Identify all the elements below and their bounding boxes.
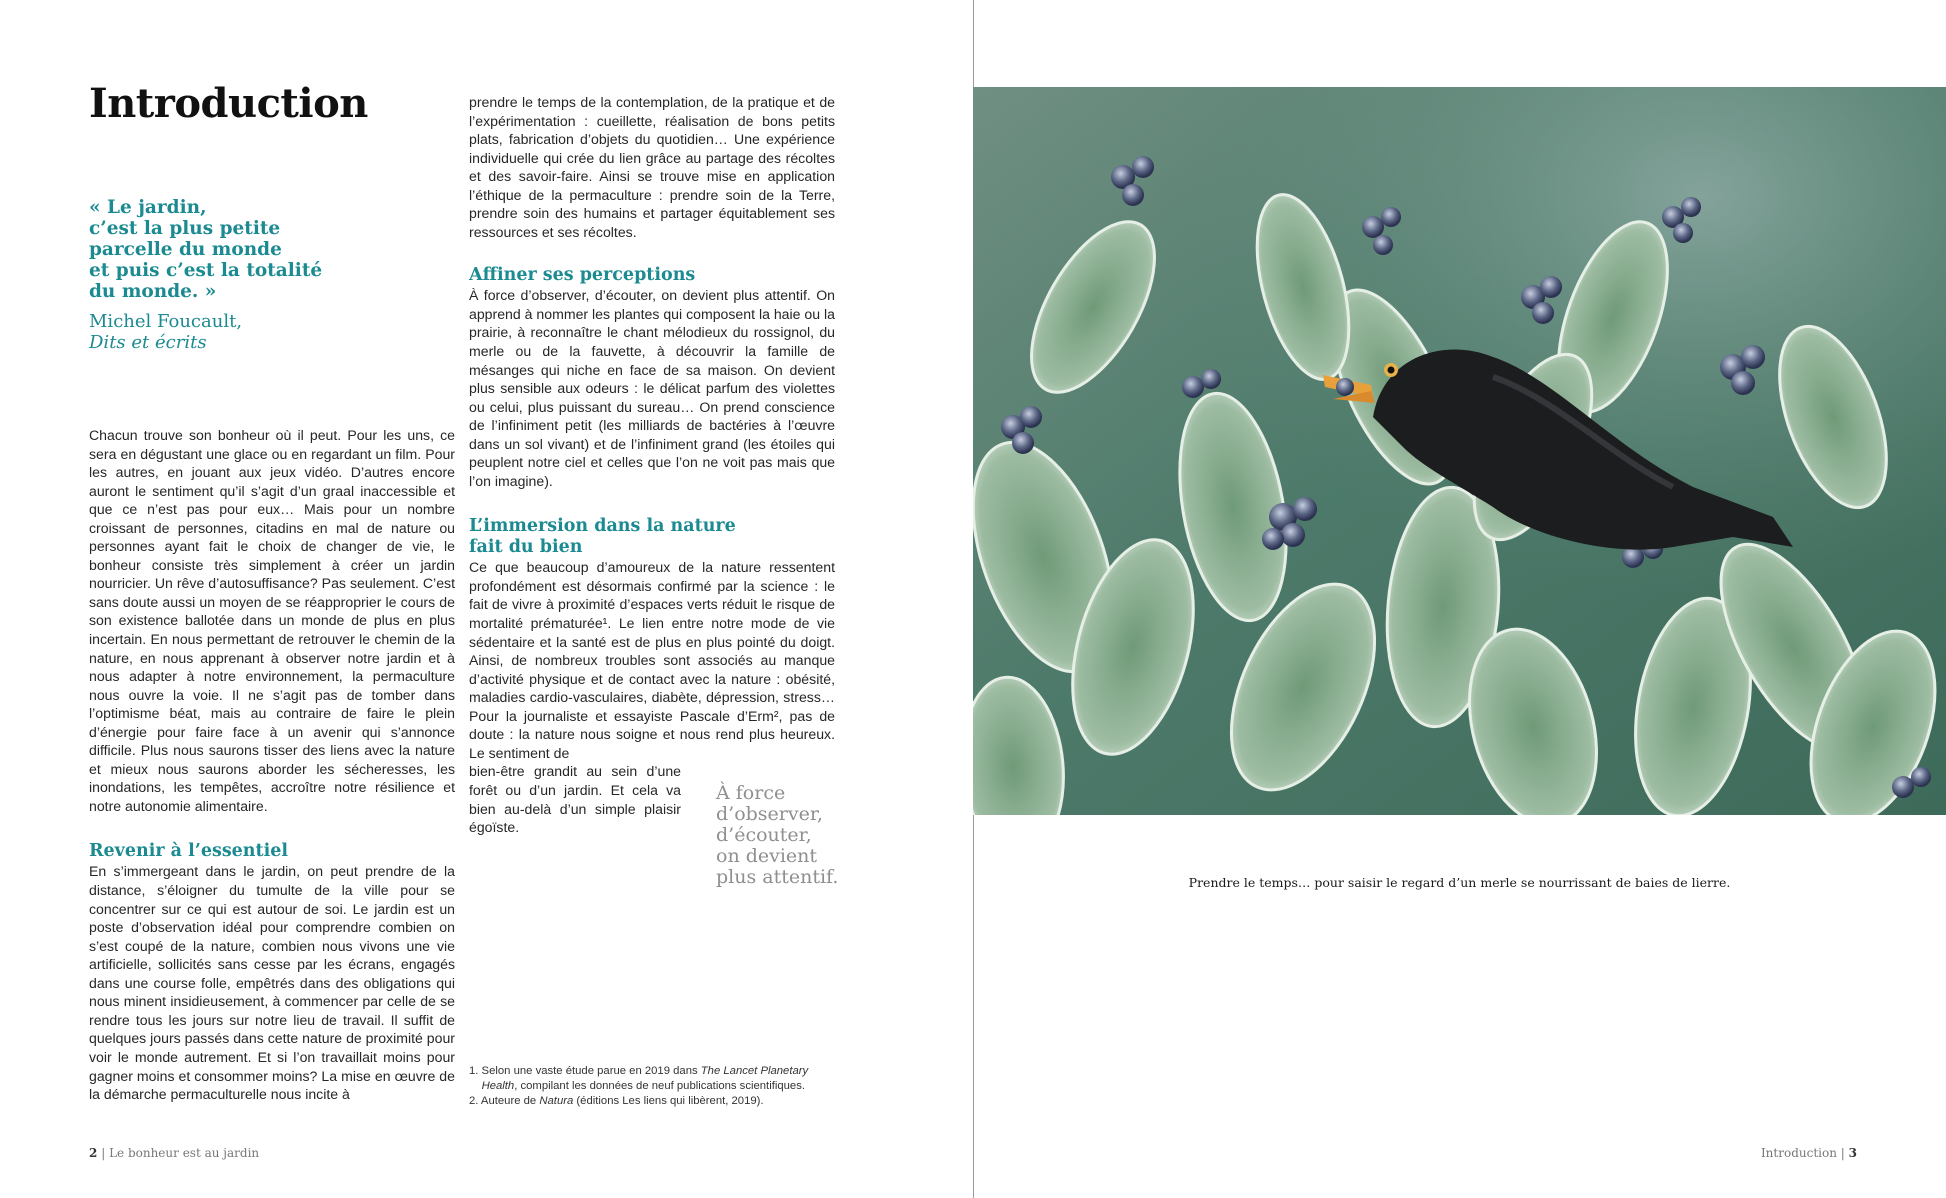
pull-quote-line: plus attentif. <box>716 866 839 888</box>
folio-left <box>89 1146 259 1160</box>
pull-quote-line: À force <box>716 782 786 804</box>
footnote-2 <box>469 1094 849 1109</box>
section-text-immersion: Ce que beaucoup d’amoureux de la nature ressentent profondément est désormais confirmé par la science : le fait de vivre à proximité d’espaces verts réduit le risque de mortalité prématurée¹. Le lien entre notre mode de vie sédentaire et la santé est de plus en plus pointé du doigt. Ainsi, de nombreux troubles sont associés au manque d’activité physique et de contact avec la nature : obésité, maladies cardio-vasculaires, diabète, dépression, stress… Pour la journaliste et essayiste Pascale d’Erm², pas de doute : la nature nous soigne et nous rend plus heureux. Le sentiment de <box>469 559 835 761</box>
footnote-cited-title: Natura <box>539 1095 574 1107</box>
footnote-1 <box>469 1064 849 1079</box>
quote-line: du monde. » <box>89 281 217 302</box>
pull-quote-line: d’écouter, <box>716 824 812 846</box>
footnote-text: 2. Auteure de <box>469 1095 540 1107</box>
folio-right <box>1761 1146 1857 1160</box>
page-title: Introduction <box>89 80 368 127</box>
section-heading-affiner: Affiner ses perceptions <box>469 265 696 286</box>
heading-line: fait du bien <box>469 537 583 558</box>
quote-line: parcelle du monde <box>89 239 282 260</box>
section-text-revenir: En s’immergeant dans le jardin, on peut prendre de la distance, s’éloigner du tumulte de la ville pour se concentrer sur ce qui est autour de soi. Le jardin est un poste d’observation idéal pour comprendre combien on s’est coupé de la nature, combien nous vivons une vie artificielle, sollicités sans cesse par les écrans, engagés dans une course folle, empêtrés dans des obligations qui nous minent insidieusement, à commencer par celle de se rendre tous les jours sur notre lieu de travail. Il suffit de quelques jours passés dans cette nature de proximité pour voir le monde autrement. Et si l’on travaillait moins pour gagner moins et consommer moins? La mise en œuvre de la démarche permaculturelle nous incite à <box>89 863 455 1103</box>
pull-quote <box>716 783 846 888</box>
text-column-2 <box>469 93 835 837</box>
footnote-text: 1. Selon une vaste étude parue en 2019 dans <box>469 1065 701 1077</box>
quote-line: c’est la plus petite <box>89 218 281 239</box>
footnote-text: , compilant les données de neuf publications scientifiques. <box>514 1080 805 1092</box>
quote-line: et puis c’est la totalité <box>89 260 323 281</box>
footnote-cited-title: Health <box>481 1080 515 1092</box>
pull-quote-line: on devient <box>716 845 818 867</box>
photo-caption: Prendre le temps… pour saisir le regard d’un merle se nourrissant de baies de lierre. <box>1188 875 1731 890</box>
heading-line: L’immersion dans la nature <box>469 516 736 537</box>
page-number: 3 <box>1848 1146 1857 1160</box>
running-title: Introduction <box>1760 1146 1837 1160</box>
text-column-1 <box>89 426 455 1104</box>
quote-attribution <box>89 311 242 353</box>
epigraph-quote <box>89 197 389 302</box>
folio-separator: | <box>101 1146 106 1160</box>
section-heading-immersion <box>469 516 835 558</box>
continued-paragraph: prendre le temps de la contemplation, de la pratique et de l’expérimentation : cueillette, réalisation de bons petits plats, fabrication d’objets du quotidien… Une expérience individuelle qui crée du lien grâce au partage des récoltes et des savoir-faire. Ainsi se trouve mise en application l’éthique de la permaculture : prendre soin de la Terre, prendre soin des humains et partager équitablement ses ressources et ses récoltes. <box>469 94 835 240</box>
page-number: 2 <box>89 1146 98 1160</box>
footnote-cited-title: The Lancet Planetary <box>700 1065 809 1077</box>
running-title: Le bonheur est au jardin <box>109 1146 260 1160</box>
footnote-text: (éditions Les liens qui libèrent, 2019). <box>573 1095 764 1107</box>
quote-work-title: Dits et écrits <box>89 332 207 353</box>
section-heading-revenir: Revenir à l’essentiel <box>89 841 289 862</box>
blackbird-photo <box>973 87 1946 815</box>
section-text-affiner: À force d’observer, d’écouter, on devient plus attentif. On apprend à nommer les plantes qui composent la haie ou la prairie, à reconnaître le chant mélodieux du rossignol, du merle ou de la fauvette, à découvrir la famille de mésanges qui niche en face de sa maison. On devient plus sensible aux odeurs : le délicat parfum des violettes ou celui, plus puissant du sureau… On prend conscience de l’infiniment petit (les milliards de bactéries à l’œuvre dans un sol vivant) et de l’infiniment grand (les étoiles qui peuplent notre ciel et celles que l’on ne voit pas mais que l’on imagine). <box>469 287 835 489</box>
pull-quote-line: d’observer, <box>716 803 823 825</box>
quote-line: « Le jardin, <box>89 197 207 218</box>
folio-separator: | <box>1840 1146 1845 1160</box>
footnotes <box>469 1064 849 1109</box>
intro-paragraph: Chacun trouve son bonheur où il peut. Pour les uns, ce sera en dégustant une glace ou en regardant un film. Pour les autres, en jouant aux jeux vidéo. D’autres encore auront le sentiment qu’il s’agit d’un graal inaccessible et que ce n’est pas pour eux… Mais pour un nombre croissant de personnes, citadins en mal de nature ou personnes ayant fait le choix de changer de vie, le bonheur consiste très simplement à créer un jardin nourricier. Un rêve d’autosuffisance? Pas seulement. C’est sans doute aussi un moyen de se réapproprier le cours de son existence ballotée dans un monde de plus en plus incertain. En nous permettant de retrouver le chemin de la nature, en nous apprenant à observer notre jardin et à nous adapter à notre environnement, la permaculture nous ouvre la voie. Il ne s’agit pas de tomber dans l’optimisme béat, mais au contraire de faire le plein d’énergie pour faire face à un avenir qui s’annonce difficile. Plus nous saurons tisser des liens avec la nature et mieux nous saurons aborder les sécheresses, les inondations, les tempêtes, accroître notre résilience et notre autonomie alimentaire. <box>89 427 455 814</box>
section-text-immersion-end: bien-être grandit au sein d’une forêt ou d’un jardin. Et cela va bien au-delà d’un simple plaisir égoïste. <box>469 763 681 836</box>
footnote-1-cont <box>469 1079 849 1094</box>
quote-author-name: Michel Foucault, <box>89 311 243 332</box>
